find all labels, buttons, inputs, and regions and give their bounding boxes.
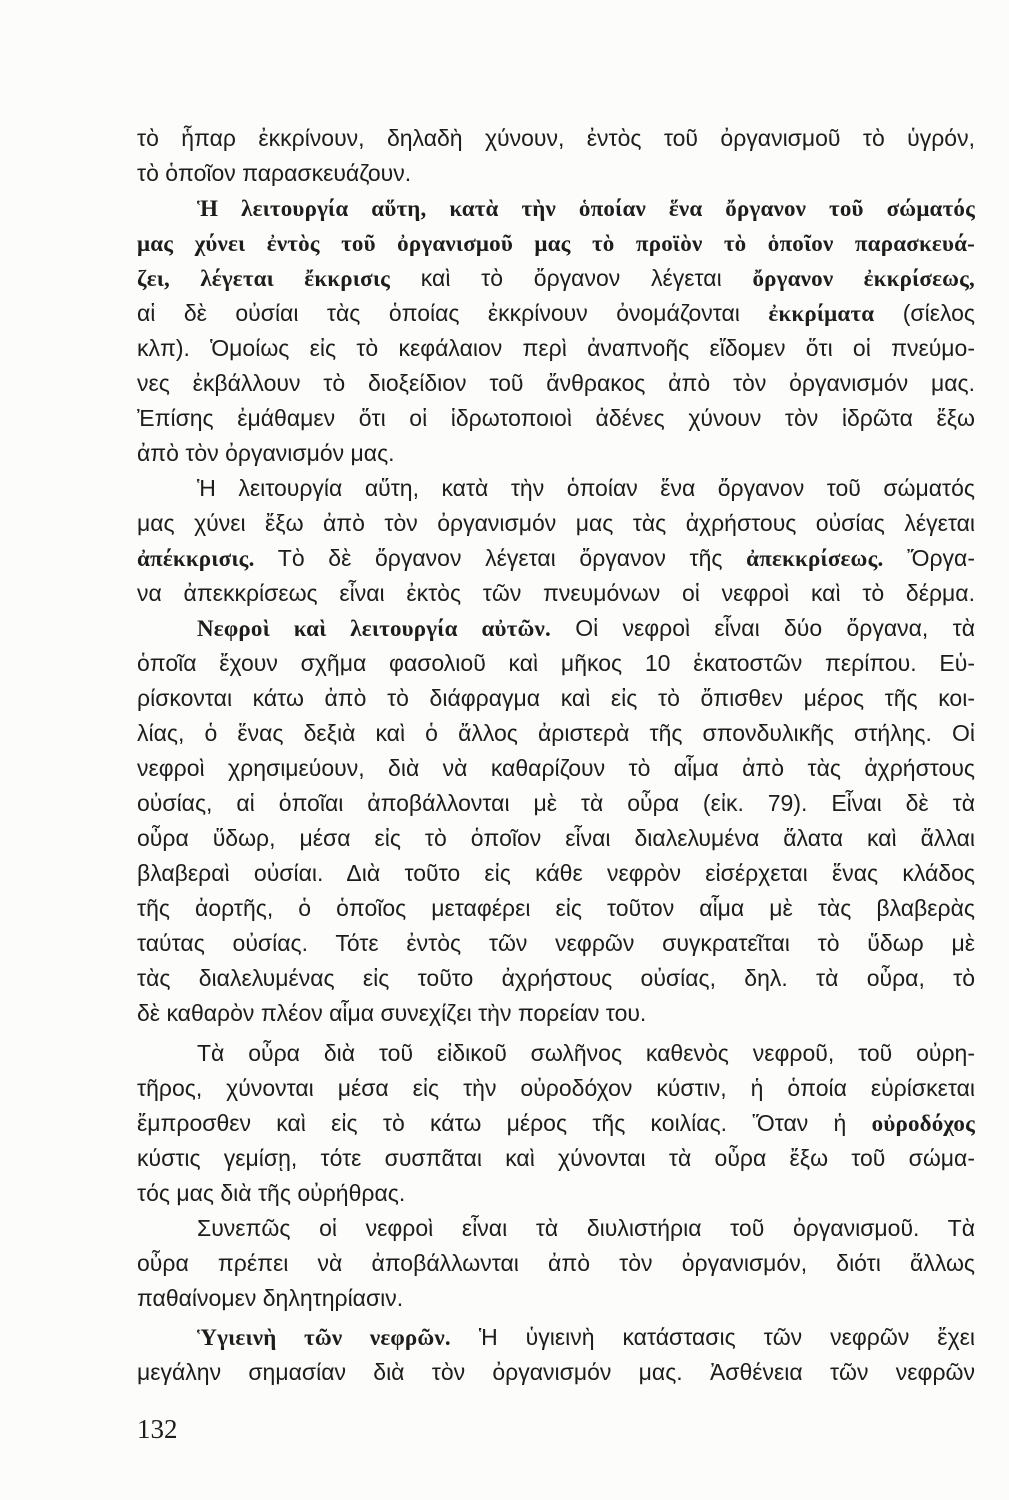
text-line <box>137 121 975 156</box>
text-run: Ἡ λειτουργία αὕτη, κατὰ τὴν ὁποίαν ἕνα ὄργανον τοῦ σώματός <box>197 475 975 501</box>
bold-term: ἀπέκκρισις. <box>137 546 255 571</box>
paragraph-start-line <box>137 471 975 506</box>
text-run: να ἀπεκκρίσεως εἶναι ἐκτὸς τῶν πνευμόνων οἱ νεφροὶ καὶ τὸ δέρμα. <box>137 580 975 606</box>
body-text <box>137 121 975 1390</box>
text-run: οὖρα πρέπει νὰ ἀποβάλλωνται ἀπὸ τὸν ὀργανισμόν, διότι ἄλλως <box>137 1250 975 1276</box>
text-line <box>137 856 975 891</box>
text-line <box>137 1281 975 1316</box>
text-run: τῆρος, χύνονται μέσα εἰς τὴν οὐροδόχον κύστιν, ἡ ὁποία εὑρίσκεται <box>137 1075 975 1101</box>
text-line <box>137 891 975 926</box>
text-line <box>137 786 975 821</box>
paragraph-start-line <box>137 1036 975 1071</box>
text-run: Ὄργα- <box>883 545 975 571</box>
paragraph-start-line <box>137 1211 975 1246</box>
text-run: δὲ καθαρὸν πλέον αἷμα συνεχίζει τὴν πορείαν του. <box>137 1000 647 1026</box>
bold-term: ἐκκρίματα <box>768 301 875 326</box>
paragraph-start-line <box>137 191 975 226</box>
text-line <box>137 1141 975 1176</box>
text-run: τὰς διαλελυμένας εἰς τοῦτο ἀχρήστους οὐσίας, δηλ. τὰ οὖρα, τὸ <box>137 965 975 991</box>
text-line <box>137 646 975 681</box>
text-run: τὸ ἧπαρ ἐκκρίνουν, δηλαδὴ χύνουν, ἐντὸς τοῦ ὀργανισμοῦ τὸ ὑγρόν, <box>137 125 975 151</box>
text-line <box>137 506 975 541</box>
bold-term: μας χύνει ἐντὸς τοῦ ὀργανισμοῦ μας τὸ προϊὸν τὸ ὁποῖον παρασκευά- <box>137 231 975 256</box>
paragraph-start-line <box>137 611 975 646</box>
text-line <box>137 576 975 611</box>
text-run: Τὰ οὖρα διὰ τοῦ εἰδικοῦ σωλῆνος καθενὸς νεφροῦ, τοῦ οὐρη- <box>197 1040 975 1066</box>
text-run: Οἱ νεφροὶ εἶναι δύο ὄργανα, τὰ <box>550 615 975 641</box>
text-run: ἔμπροσθεν καὶ εἰς τὸ κάτω μέρος τῆς κοιλίας. Ὅταν ἡ <box>137 1110 872 1136</box>
text-run: Ἐπίσης ἐμάθαμεν ὅτι οἱ ἱδρωτοποιοὶ ἀδένες χύνουν τὸν ἱδρῶτα ἔξω <box>137 405 975 431</box>
text-run: Τὸ δὲ ὄργανον λέγεται ὄργανον τῆς <box>254 545 747 571</box>
text-run: τός μας διὰ τῆς οὐρήθρας. <box>137 1180 406 1206</box>
page-number: 132 <box>137 1414 178 1444</box>
paragraph-start-line <box>137 1320 975 1355</box>
text-run: μεγάλην σημασίαν διὰ τὸν ὀργανισμόν μας. Ἀσθένεια τῶν νεφρῶν <box>137 1359 975 1385</box>
text-run: ρίσκονται κάτω ἀπὸ τὸ διάφραγμα καὶ εἰς τὸ ὄπισθεν μέρος τῆς κοι- <box>137 685 975 711</box>
text-line <box>137 226 975 261</box>
bold-term: ὄργανον ἐκκρίσεως, <box>752 266 975 291</box>
text-run: νεφροὶ χρησιμεύουν, διὰ νὰ καθαρίζουν τὸ αἷμα ἀπὸ τὰς ἀχρήστους <box>137 755 975 781</box>
text-line <box>137 1355 975 1390</box>
text-line <box>137 436 975 471</box>
text-run: ταύτας οὐσίας. Τότε ἐντὸς τῶν νεφρῶν συγκρατεῖται τὸ ὕδωρ μὲ <box>137 930 975 956</box>
text-run: βλαβεραὶ οὐσίαι. Διὰ τοῦτο εἰς κάθε νεφρὸν εἰσέρχεται ἕνας κλάδος <box>137 860 975 886</box>
text-run: λίας, ὁ ἕνας δεξιὰ καὶ ὁ ἄλλος ἀριστερὰ τῆς σπονδυλικῆς στήλης. Οἱ <box>137 720 975 746</box>
text-run: οὐσίας, αἱ ὁποῖαι ἀποβάλλονται μὲ τὰ οὖρα (εἰκ. 79). Εἶναι δὲ τὰ <box>137 790 975 816</box>
section-heading: Ὑγιεινὴ τῶν νεφρῶν. <box>197 1325 451 1350</box>
text-run: ἀπὸ τὸν ὀργανισμόν μας. <box>137 440 395 466</box>
section-heading: Νεφροὶ καὶ λειτουργία αὐτῶν. <box>197 616 551 641</box>
text-run: παθαίνομεν δηλητηρίασιν. <box>137 1285 404 1311</box>
text-line <box>137 1106 975 1141</box>
text-run: νες ἐκβάλλουν τὸ διοξείδιον τοῦ ἄνθρακος ἀπὸ τὸν ὀργανισμόν μας. <box>137 370 975 396</box>
text-run: Συνεπῶς οἱ νεφροὶ εἶναι τὰ διυλιστήρια τοῦ ὀργανισμοῦ. Τὰ <box>197 1215 975 1241</box>
text-line <box>137 401 975 436</box>
text-line <box>137 366 975 401</box>
text-line <box>137 926 975 961</box>
text-run: οὖρα ὕδωρ, μέσα εἰς τὸ ὁποῖον εἶναι διαλελυμένα ἅλατα καὶ ἄλλαι <box>137 825 975 851</box>
text-run: (σίελος <box>874 300 975 326</box>
text-line <box>137 681 975 716</box>
text-line <box>137 1176 975 1211</box>
bold-term: Ἡ λειτουργία αὕτη, κατὰ τὴν ὁποίαν ἕνα ὄργανον τοῦ σώματός <box>197 196 975 221</box>
bold-term: ἀπεκκρίσεως. <box>746 546 884 571</box>
text-run: καὶ τὸ ὄργανον λέγεται <box>390 265 753 291</box>
text-run: τῆς ἀορτῆς, ὁ ὁποῖος μεταφέρει εἰς τοῦτον αἷμα μὲ τὰς βλαβερὰς <box>137 895 975 921</box>
text-run: τὸ ὁποῖον παρασκευάζουν. <box>137 160 412 186</box>
text-line <box>137 821 975 856</box>
bold-term: οὐροδόχος <box>871 1111 975 1136</box>
text-line <box>137 296 975 331</box>
text-line <box>137 996 975 1031</box>
text-run: αἱ δὲ οὐσίαι τὰς ὁποίας ἐκκρίνουν ὀνομάζονται <box>137 300 769 326</box>
text-line <box>137 261 975 296</box>
text-line <box>137 156 975 191</box>
text-run: μας χύνει ἔξω ἀπὸ τὸν ὀργανισμόν μας τὰς ἀχρήστους οὐσίας λέγεται <box>137 510 975 536</box>
text-line <box>137 716 975 751</box>
text-run: κύστις γεμίσῃ, τότε συσπᾶται καὶ χύνονται τὰ οὖρα ἔξω τοῦ σώμα- <box>137 1145 975 1171</box>
text-line <box>137 1071 975 1106</box>
text-line <box>137 1246 975 1281</box>
text-line <box>137 751 975 786</box>
text-line <box>137 541 975 576</box>
text-line <box>137 961 975 996</box>
bold-term: ζει, λέγεται ἔκκρισις <box>137 266 391 291</box>
text-run: ὁποῖα ἔχουν σχῆμα φασολιοῦ καὶ μῆκος 10 ἑκατοστῶν περίπου. Εὑ- <box>137 650 975 676</box>
text-run: κλπ). Ὁμοίως εἰς τὸ κεφάλαιον περὶ ἀναπνοῆς εἴδομεν ὅτι οἱ πνεύμο- <box>137 335 975 361</box>
text-run: Ἡ ὑγιεινὴ κατάστασις τῶν νεφρῶν ἔχει <box>450 1324 975 1350</box>
text-line <box>137 331 975 366</box>
